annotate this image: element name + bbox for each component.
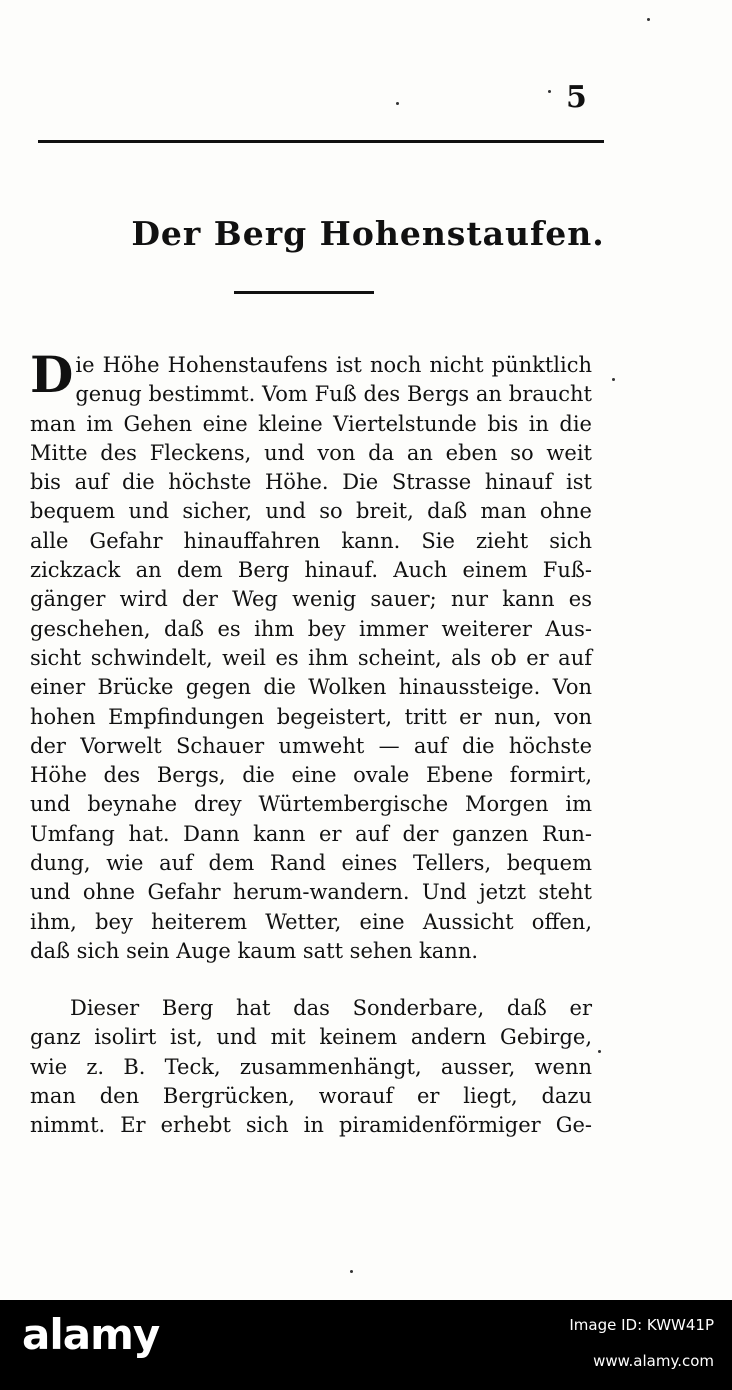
image-id: Image ID: KWW41P — [569, 1316, 714, 1334]
paragraph-1 — [30, 345, 592, 966]
text-line: Höhe des Bergs, die eine ovale Ebene formirt, — [30, 763, 592, 788]
text-line: und ohne Gefahr herum-wandern. Und jetzt steht — [30, 880, 592, 905]
text-line: ganz isolirt ist, und mit keinem andern Gebirge, — [30, 1025, 592, 1050]
watermark-banner — [0, 1300, 732, 1390]
text-line: einer Brücke gegen die Wolken hinaussteige. Von — [30, 675, 592, 700]
text-line: man den Bergrücken, worauf er liegt, dazu — [30, 1083, 592, 1108]
paragraph-2 — [30, 994, 592, 1140]
text-line: man im Gehen eine kleine Viertelstunde bis in die — [30, 411, 592, 436]
text-line: daß sich sein Auge kaum satt sehen kann. — [30, 938, 479, 963]
text-line: zickzack an dem Berg hinauf. Auch einem Fuß- — [30, 558, 592, 583]
text-line: nimmt. Er erhebt sich in piramidenförmiger Ge- — [30, 1113, 592, 1138]
header-rule — [38, 140, 604, 143]
drop-cap: D — [30, 345, 74, 404]
text-line: alle Gefahr hinauffahren kann. Sie zieht sich — [30, 528, 592, 553]
text-line: dung, wie auf dem Rand eines Tellers, bequem — [30, 851, 592, 876]
text-line: ie Höhe Hohenstaufens ist noch nicht pünktlich — [75, 353, 592, 377]
text-line: hohen Empfindungen begeistert, tritt er nun, von — [30, 704, 592, 729]
text-line: der Vorwelt Schauer umweht — auf die höchste — [30, 733, 592, 758]
text-line: Mitte des Fleckens, und von da an eben so weit — [30, 440, 592, 465]
page-number: 5 — [566, 80, 587, 115]
text-line: Dieser Berg hat das Sonderbare, daß er — [70, 996, 592, 1020]
text-line: gänger wird der Weg wenig sauer; nur kann es — [30, 587, 592, 612]
text-line: ihm, bey heiterem Wetter, eine Aussicht offen, — [30, 909, 592, 934]
text-line: wie z. B. Teck, zusammenhängt, ausser, wenn — [30, 1054, 592, 1079]
text-line: und beynahe drey Würtembergische Morgen im — [30, 792, 592, 817]
alamy-logo: alamy — [22, 1310, 160, 1359]
text-line: sicht schwindelt, weil es ihm scheint, als ob er auf — [30, 645, 592, 670]
text-line: genug bestimmt. Vom Fuß des Bergs an braucht — [75, 382, 592, 407]
text-line: bequem und sicher, und so breit, daß man ohne — [30, 499, 592, 524]
chapter-title: Der Berg Hohenstaufen. — [131, 214, 605, 253]
text-line: bis auf die höchste Höhe. Die Strasse hinauf ist — [30, 470, 592, 495]
title-rule — [234, 291, 374, 294]
text-line: geschehen, daß es ihm bey immer weiterer Aus- — [30, 616, 592, 641]
website-url: www.alamy.com — [593, 1352, 714, 1370]
text-line: Umfang hat. Dann kann er auf der ganzen Run- — [30, 821, 592, 846]
